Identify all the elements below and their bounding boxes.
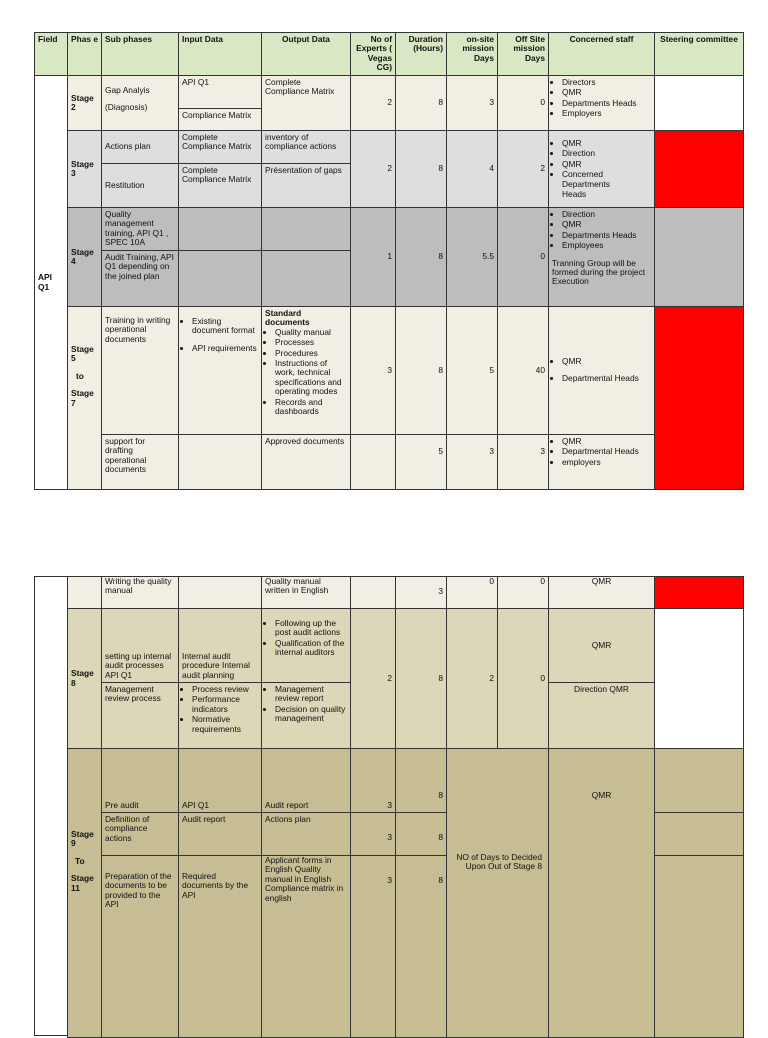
list-item: • QMR (562, 160, 651, 169)
stage4-steering (654, 207, 744, 307)
stage5-phase (67, 306, 102, 490)
stage5-input2 (178, 434, 262, 490)
stage5-onsite: 5 (446, 306, 498, 435)
stage5-staff2 (548, 434, 655, 490)
stage3-duration: 8 (395, 130, 447, 208)
list-item: • Departments Heads (562, 99, 651, 108)
stage5-output (261, 306, 351, 435)
stage2-duration: 8 (395, 75, 447, 131)
stage5-sub1: Training in writing operational documents (101, 306, 179, 435)
stage2-input2: Compliance Matrix (178, 108, 262, 131)
row1-experts (350, 576, 396, 609)
stage3-steering-flag (654, 130, 744, 208)
list-item: • Management review report (275, 685, 347, 704)
row1-phase (67, 576, 102, 609)
stage8-steering (654, 608, 744, 749)
row1-output: Quality manual written in English (261, 576, 351, 609)
stage4-sub1: Quality management training, API Q1 , SPEC 10A (101, 207, 179, 251)
list-item: • QMR (562, 437, 651, 446)
stage9-phase (67, 748, 102, 1038)
list-item: • Procedures (275, 349, 347, 358)
stage5-phase-b: Stage 7 (71, 388, 94, 408)
stage5-duration: 8 (395, 306, 447, 435)
stage9-staff: QMR (548, 748, 655, 1038)
stage5-steering-flag (654, 306, 744, 490)
stage3-input2: Complete Compliance Matrix (178, 163, 262, 208)
stage4-onsite: 5.5 (446, 207, 498, 307)
stage9-steering-3 (654, 855, 744, 1038)
stage8-staff2: Direction QMR (548, 682, 655, 749)
list-item: • Processes (275, 338, 347, 347)
list-item: • Following up the post audit actions (275, 619, 347, 638)
list-item: • Performance indicators (192, 695, 258, 714)
stage4-staff (548, 207, 655, 307)
stage4-staff-note: Tranning Group will be formed during the project Execution (552, 257, 646, 287)
stage9-phase-to: To (75, 855, 85, 866)
stage3-input1: Complete Compliance Matrix (178, 130, 262, 164)
stage3-sub1: Actions plan (101, 130, 179, 164)
stage2-subphase (101, 75, 179, 131)
stage5-output2: Approved documents (261, 434, 351, 490)
row1-offsite: 0 (497, 576, 549, 609)
stage3-onsite: 4 (446, 130, 498, 208)
list-item: • QMR (562, 220, 651, 229)
list-item: • Decision on quality management (275, 705, 347, 724)
stage5-duration2: 5 (395, 434, 447, 490)
stage2-onsite: 3 (446, 75, 498, 131)
list-item: • Departmental Heads (562, 374, 651, 383)
stage5-sub2: support for drafting operational documents (101, 434, 179, 490)
stage3-output2: Présentation of gaps (261, 163, 351, 208)
stage4-sub2: Audit Training, API Q1 depending on the joined plan (101, 250, 179, 307)
stage8-input1: Internal audit procedure Internal audit planning (178, 608, 262, 683)
stage8-duration: 8 (395, 608, 447, 749)
col-header-steering: Steering committee (654, 32, 744, 76)
col-header-offsite: Off Site mission Days (497, 32, 549, 76)
stage8-sub2: Management review process (101, 682, 179, 749)
stage9-r2-experts: 3 (350, 812, 396, 856)
stage3-offsite: 2 (497, 130, 549, 208)
field-cell-continued (34, 576, 68, 1036)
stage2-phase: Stage 2 (67, 75, 102, 131)
stage9-days-note: NO of Days to Decided Upon Out of Stage 8 (446, 748, 549, 1038)
stage3-output1: inventory of compliance actions (261, 130, 351, 164)
stage9-r3-output: Applicant forms in English Quality manual in English Compliance matrix in english (261, 855, 351, 1038)
stage4-duration: 8 (395, 207, 447, 307)
stage5-staff (548, 306, 655, 435)
stage4-output1 (261, 207, 351, 251)
stage9-r1-duration: 8 (395, 748, 447, 813)
stage8-onsite: 2 (446, 608, 498, 749)
stage3-experts: 2 (350, 130, 396, 208)
stage8-output2 (261, 682, 351, 749)
list-item: • Departmental Heads (562, 447, 651, 456)
stage8-experts: 2 (350, 608, 396, 749)
stage9-r1-sub: Pre audit (101, 748, 179, 813)
list-item: • Process review (192, 685, 258, 694)
list-item: • API requirements (192, 344, 258, 353)
list-item: • employers (562, 458, 651, 467)
stage9-r3-experts: 3 (350, 855, 396, 1038)
stage9-r3-input: Required documents by the API (178, 855, 262, 1038)
list-item: • Concerned (562, 170, 651, 179)
list-item: • Qualification of the internal auditors (275, 639, 347, 658)
stage9-phase-a: Stage 9 (71, 829, 94, 849)
stage4-experts: 1 (350, 207, 396, 307)
list-item: • Quality manual (275, 328, 347, 337)
list-item: • QMR (562, 139, 651, 148)
stage8-staff1: QMR (548, 608, 655, 683)
stage4-input2 (178, 250, 262, 307)
col-header-staff: Concerned staff (548, 32, 655, 76)
stage9-r1-input: API Q1 (178, 748, 262, 813)
stage3-staff (548, 130, 655, 208)
stage9-r2-input: Audit report (178, 812, 262, 856)
stage9-r2-duration: 8 (395, 812, 447, 856)
stage9-r2-sub: Definition of compliance actions (101, 812, 179, 856)
stage9-r2-output: Actions plan (261, 812, 351, 856)
stage3-sub2: Restitution (101, 163, 179, 208)
field-cell: API Q1 (34, 75, 68, 490)
stage5-phase-to: to (76, 370, 84, 381)
stage5-offsite2: 3 (497, 434, 549, 490)
list-item: • Direction (562, 149, 651, 158)
col-header-field: Field (34, 32, 68, 76)
list-item: • Normative requirements (192, 715, 258, 734)
stage4-output2 (261, 250, 351, 307)
stage9-r1-experts: 3 (350, 748, 396, 813)
list-item: • Direction (562, 210, 651, 219)
stage2-steering (654, 75, 744, 131)
stage2-experts: 2 (350, 75, 396, 131)
list-item: • Departments Heads (562, 231, 651, 240)
stage8-phase: Stage 8 (67, 608, 102, 749)
stage9-r3-sub: Preparation of the documents to be provided to the API (101, 855, 179, 1038)
col-header-input: Input Data (178, 32, 262, 76)
list-item: • QMR (562, 357, 651, 366)
stage5-input (178, 306, 262, 435)
stage4-phase: Stage 4 (67, 207, 102, 307)
stage3-phase: Stage 3 (67, 130, 102, 208)
list-item: • Records and dashboards (275, 398, 347, 417)
col-header-duration: Duration (Hours) (395, 32, 447, 76)
stage9-phase-b: Stage 11 (71, 873, 94, 893)
stage8-input2 (178, 682, 262, 749)
list-item: • Existing document format (192, 317, 258, 336)
row1-sub: Writing the quality manual (101, 576, 179, 609)
col-header-experts: No of Experts ( Vegas CG) (350, 32, 396, 76)
stage5-output-title: Standard documents (265, 308, 310, 328)
stage8-offsite: 0 (497, 608, 549, 749)
stage5-experts: 3 (350, 306, 396, 435)
stage4-offsite: 0 (497, 207, 549, 307)
row1-steering-flag (654, 576, 744, 609)
row1-input (178, 576, 262, 609)
stage8-sub1: setting up internal audit processes API Q1 (101, 608, 179, 683)
col-header-subphases: Sub phases (101, 32, 179, 76)
stage9-steering-2 (654, 812, 744, 856)
stage2-input1: API Q1 (178, 75, 262, 109)
stage5-phase-a: Stage 5 (71, 344, 94, 364)
stage5-offsite: 40 (497, 306, 549, 435)
stage2-sub1: Gap Analyis (105, 85, 150, 95)
stage2-offsite: 0 (497, 75, 549, 131)
stage3-staff-heads: Heads (562, 188, 587, 199)
stage8-output1 (261, 608, 351, 683)
list-item: • Directors (562, 78, 651, 87)
stage5-onsite2: 3 (446, 434, 498, 490)
row1-onsite: 0 (446, 576, 498, 609)
stage4-input1 (178, 207, 262, 251)
row1-duration: 3 (395, 576, 447, 609)
stage2-output: Complete Compliance Matrix (261, 75, 351, 131)
stage2-sub1b: (Diagnosis) (105, 102, 148, 113)
row1-staff: QMR (548, 576, 655, 609)
stage2-staff (548, 75, 655, 131)
stage9-r3-duration: 8 (395, 855, 447, 1038)
stage3-staff-dept: Departments (562, 179, 610, 190)
stage9-steering-1 (654, 748, 744, 813)
stage5-experts2 (350, 434, 396, 490)
stage9-r1-output: Audit report (261, 748, 351, 813)
col-header-phase: Phas e (67, 32, 102, 76)
list-item: • Instructions of work, technical specifications and operating modes (275, 359, 347, 397)
list-item: • Employers (562, 109, 651, 118)
col-header-output: Output Data (261, 32, 351, 76)
list-item: • Employees (562, 241, 651, 250)
col-header-onsite: on-site mission Days (446, 32, 498, 76)
list-item: • QMR (562, 88, 651, 97)
